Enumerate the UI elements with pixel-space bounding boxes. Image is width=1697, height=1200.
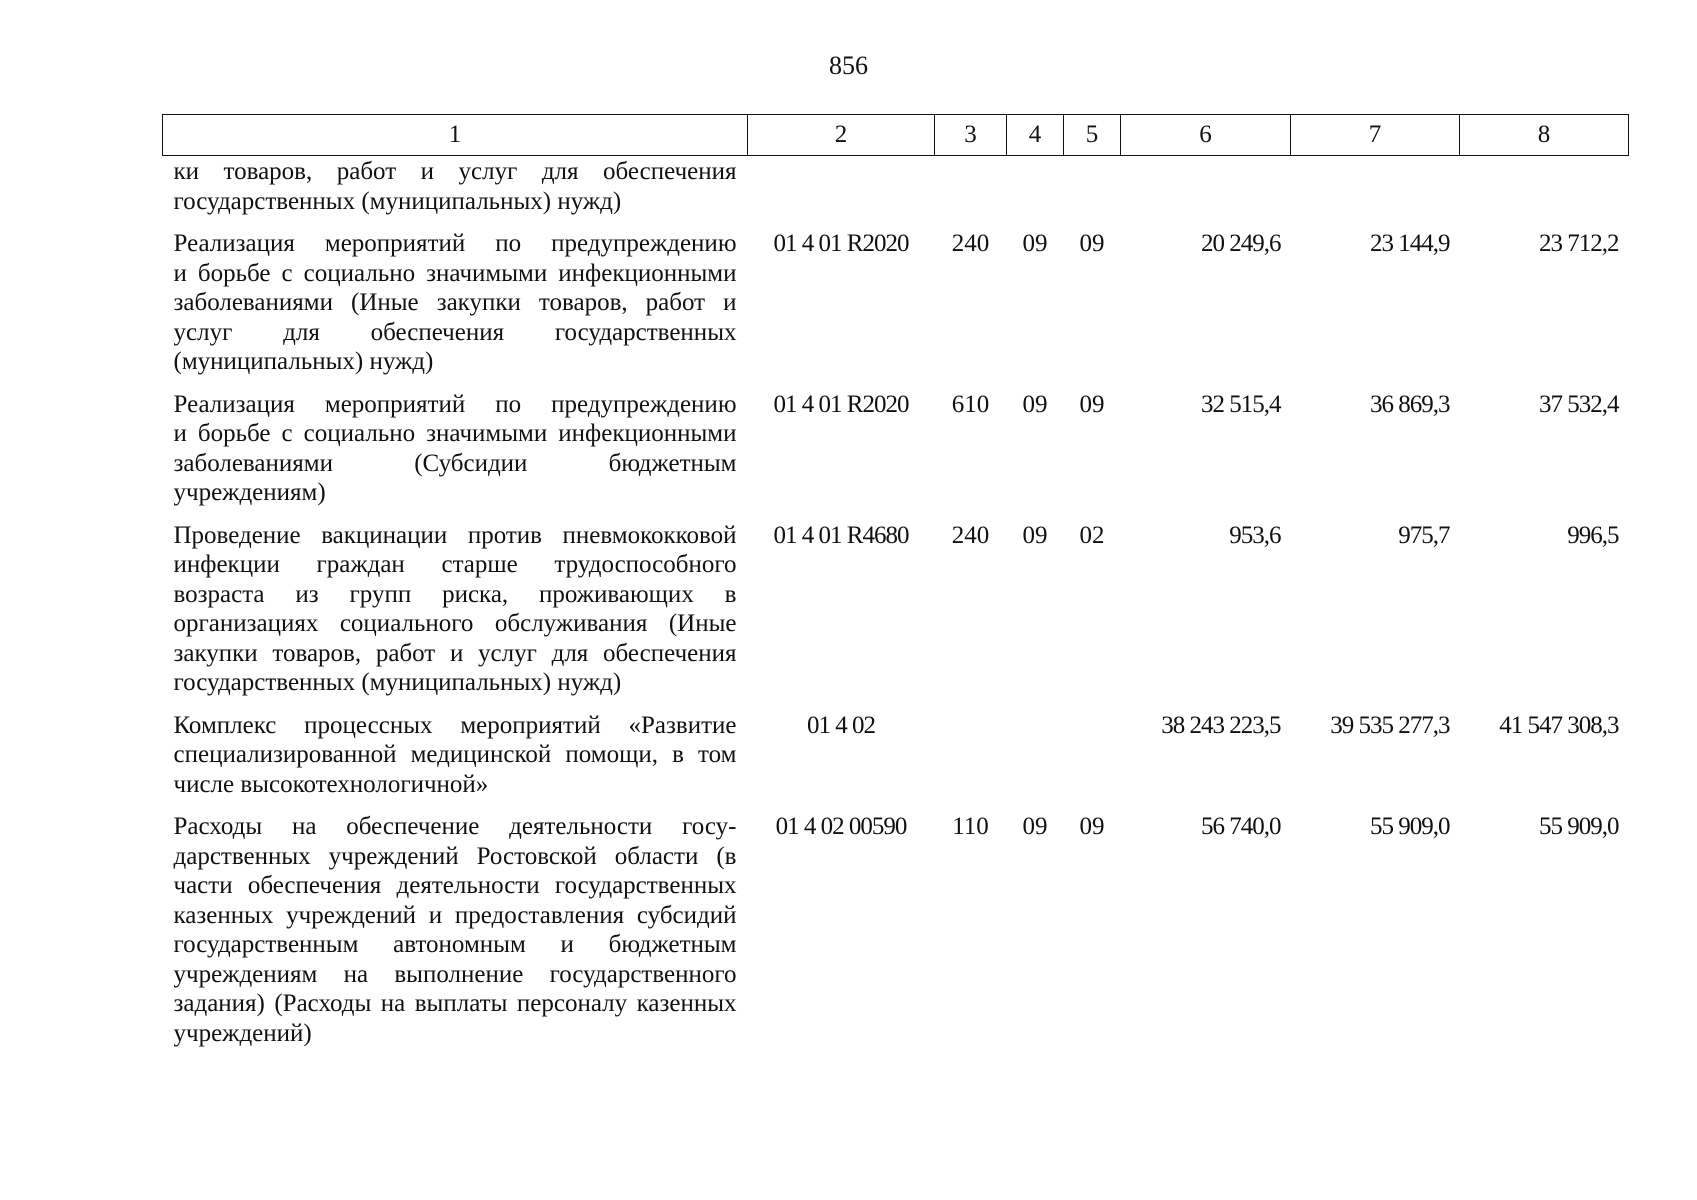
row-section: 09 <box>1022 813 1048 840</box>
row-description: ки товаров, работ и услуг для обеспечения государственных (муниципальных) нужд) <box>173 158 737 215</box>
header-col-8: 8 <box>1460 115 1629 156</box>
row-section: 09 <box>1022 230 1048 257</box>
row-amount-col7: 23 144,9 <box>1370 230 1450 257</box>
row-amount-col8: 41 547 308,3 <box>1499 711 1619 739</box>
header-col-6: 6 <box>1121 115 1291 156</box>
row-amount-col7: 36 869,3 <box>1370 390 1450 418</box>
table-row <box>163 156 1629 217</box>
row-subsection: 09 <box>1079 813 1105 840</box>
row-amount-col7 <box>1291 156 1460 217</box>
table-row <box>163 377 1629 508</box>
row-target-code: 01 4 02 00590 <box>775 813 907 840</box>
row-expense-type: 610 <box>951 390 990 418</box>
page-number: 856 <box>829 51 868 80</box>
header-col-1: 1 <box>163 115 748 156</box>
row-target-code <box>748 156 935 217</box>
row-amount-col6: 953,6 <box>1229 521 1281 549</box>
row-description: Проведение вакцинации против пневмококковой инфекции граждан старше трудоспособного возраста из групп риска, проживающих в организациях социального обслуживания (Иные закупки товаров, работ и услуг для обеспечения государственных (муниципальных) нужд) <box>173 521 737 696</box>
row-amount-col6: 38 243 223,5 <box>1161 711 1281 739</box>
row-section: 09 <box>1022 521 1048 549</box>
header-col-4: 4 <box>1007 115 1064 156</box>
table-row <box>163 216 1629 377</box>
row-amount-col8: 996,5 <box>1567 521 1619 549</box>
table-row <box>163 698 1629 800</box>
row-expense-type <box>935 698 1007 800</box>
budget-table <box>162 114 1629 1048</box>
row-subsection: 02 <box>1079 521 1105 549</box>
header-col-2: 2 <box>748 115 935 156</box>
row-amount-col7: 55 909,0 <box>1370 813 1450 840</box>
row-subsection <box>1064 698 1121 800</box>
header-col-5: 5 <box>1064 115 1121 156</box>
table-body <box>163 156 1629 1049</box>
row-description: Комплекс процессных мероприятий «Развитие специализированной медицинской помощи, в том числе высокотехнологичной» <box>173 711 737 798</box>
row-subsection <box>1064 156 1121 217</box>
table-row <box>163 799 1629 1048</box>
row-expense-type: 110 <box>952 813 989 840</box>
row-target-code: 01 4 01 R4680 <box>773 521 909 549</box>
row-amount-col6 <box>1121 156 1291 217</box>
row-amount-col8 <box>1460 156 1629 217</box>
row-target-code: 01 4 01 R2020 <box>773 390 909 418</box>
row-expense-type: 240 <box>951 521 990 549</box>
table-row <box>163 508 1629 698</box>
row-description: Реализация мероприятий по предупреждению и борьбе с социально значимыми инфекционными заболеваниями (Иные закупки товаров, работ и услуг для обеспечения государственных (муниципальных) нужд) <box>173 230 737 375</box>
row-amount-col6: 32 515,4 <box>1201 390 1281 418</box>
row-amount-col6: 56 740,0 <box>1201 813 1281 840</box>
row-expense-type <box>935 156 1007 217</box>
row-description: Расходы на обеспечение деятельности государственных учреждений Ростовской области (в части обеспечения деятельности государственных казенных учреждений и предоставления субсидий государственным автономным и бюджетным учреждениям на выполнение государственного задания) (Расходы на выплаты персоналу казенных учреждений) <box>173 813 737 1047</box>
row-amount-col7: 39 535 277,3 <box>1330 711 1450 739</box>
row-target-code: 01 4 02 <box>807 711 875 739</box>
row-amount-col7: 975,7 <box>1398 521 1450 549</box>
row-expense-type: 240 <box>951 230 990 257</box>
row-section <box>1007 698 1064 800</box>
row-section: 09 <box>1022 390 1048 418</box>
row-amount-col6: 20 249,6 <box>1201 230 1281 257</box>
row-amount-col8: 23 712,2 <box>1539 230 1619 257</box>
row-subsection: 09 <box>1079 230 1105 257</box>
row-section <box>1007 156 1064 217</box>
row-amount-col8: 37 532,4 <box>1539 390 1619 418</box>
header-col-7: 7 <box>1291 115 1460 156</box>
header-row <box>163 115 1629 156</box>
row-description: Реализация мероприятий по предупреждению и борьбе с социально значимыми инфекционными заболеваниями (Субсидии бюджетным учреждениям) <box>173 390 737 506</box>
row-amount-col8: 55 909,0 <box>1539 813 1619 840</box>
row-subsection: 09 <box>1079 390 1105 418</box>
row-target-code: 01 4 01 R2020 <box>773 230 909 257</box>
table-header <box>163 115 1629 156</box>
header-col-3: 3 <box>935 115 1007 156</box>
